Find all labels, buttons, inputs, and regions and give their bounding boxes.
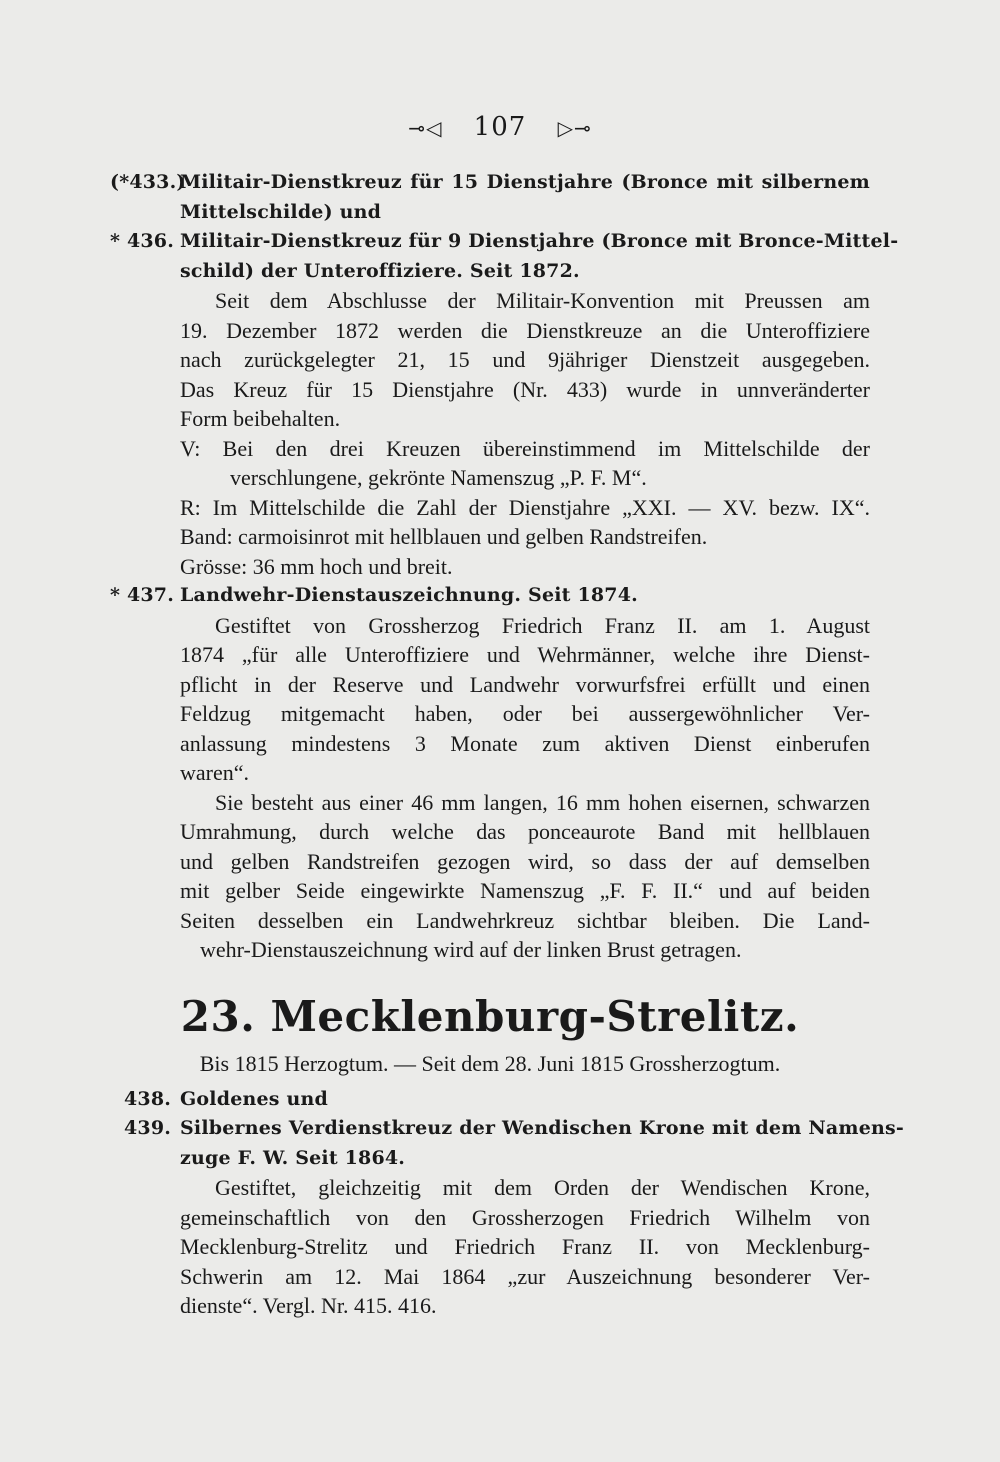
entry-title: Militair-Dienstkreuz für 9 Dienstjahre (Bronce mit Bronce-Mittel- [180,230,899,252]
paragraph-line [110,404,870,434]
page-body [110,168,904,1321]
page-number: 107 [473,112,527,142]
entry-number: * 437. [110,584,175,606]
entry-title: Landwehr-Dienstauszeichnung. Seit 1874. [180,584,638,606]
entry-title-line [110,1114,904,1144]
text: Seit dem Abschlusse der Militair-Konvention mit Preussen am [215,288,870,313]
entry-title-line [110,257,870,287]
text: Band: carmoisinrot mit hellblauen und gelben Randstreifen. [180,524,708,549]
text: Gestiftet von Grossherzog Friedrich Franz II. am 1. August [215,612,870,638]
paragraph-line [110,345,870,375]
entry-433 [110,168,870,227]
paragraph-line [110,1173,870,1203]
paragraph-line [110,817,870,847]
entry-number: * 436. [110,230,175,252]
text: Feldzug mitgemacht haben, oder bei aussergewöhnlicher Ver- [180,701,870,726]
entry-436 [110,227,899,581]
entry-439 [110,1114,904,1321]
paragraph-line [110,1291,870,1321]
paragraph-line [110,640,870,670]
paragraph-line [110,788,870,818]
text: gemeinschaftlich von den Grossherzogen Friedrich Wilhelm von [180,1204,870,1230]
paragraph-line [110,876,870,906]
ornament-left-icon: ⊸◁ [408,116,443,140]
text: V: Bei den drei Kreuzen übereinstimmend im Mittelschilde der [180,435,870,461]
entry-title: schild) der Unteroffiziere. Seit 1872. [180,259,580,282]
text: Seiten desselben ein Landwehrkreuz sichtbar bleiben. Die Land- [180,907,870,933]
text: anlassung mindestens 3 Monate zum aktiven Dienst einberufen [180,730,870,756]
paragraph-line [110,316,870,346]
paragraph-line [110,1203,870,1233]
reverse-line [110,493,870,523]
paragraph-line [110,699,870,729]
paragraph-line [110,906,870,936]
paragraph-line [110,670,870,700]
text: pflicht in der Reserve und Landwehr vorwurfsfrei erfüllt und einen [180,671,870,697]
text: dienste“. Vergl. Nr. 415. 416. [180,1293,437,1318]
text: Das Kreuz für 15 Dienstjahre (Nr. 433) wurde in unnveränderter [180,376,870,402]
section-title: 23. Mecklenburg-Strelitz. [180,991,800,1041]
ornament-right-icon: ▷⊸ [557,116,592,140]
text: Gestiftet, gleichzeitig mit dem Orden der Wendischen Krone, [215,1175,870,1200]
entry-title: Goldenes und [180,1087,329,1110]
obverse-line [110,463,870,493]
paragraph-line [110,286,870,316]
entry-title-line [110,168,870,198]
paragraph-line [110,611,870,641]
paragraph-line [110,729,870,759]
paragraph-line [110,758,870,788]
entry-title: zuge F. W. Seit 1864. [180,1146,406,1169]
text: Umrahmung, durch welche das ponceaurote Band mit hellblauen [180,819,870,844]
entry-title-line [110,1144,870,1174]
text: verschlungene, gekrönte Namenszug „P. F. M“. [230,465,647,490]
page-header [0,112,1000,142]
entry-number: 438. [124,1087,172,1110]
entry-number: 439. [124,1117,172,1139]
entry-number: (*433.) [110,171,186,193]
text: mit gelber Seide eingewirkte Namenszug „F. F. II.“ und auf beiden [180,878,870,903]
obverse-line [110,434,870,464]
text: nach zurückgelegter 21, 15 und 9jähriger Dienstzeit ausgegeben. [180,347,870,372]
entry-title-line [110,1085,870,1115]
text: Schwerin am 12. Mai 1864 „zur Auszeichnung besonderer Ver- [180,1263,870,1289]
entry-title: Silbernes Verdienstkreuz der Wendischen Krone mit dem Namens- [180,1117,904,1139]
text: und gelben Randstreifen gezogen wird, so dass der auf demselben [180,848,870,874]
entry-title-line [110,198,870,228]
band-line [110,522,870,552]
text: Sie besteht aus einer 46 mm langen, 16 mm hohen eisernen, schwarzen [215,789,870,815]
text: wehr-Dienstauszeichnung wird auf der linken Brust getragen. [200,937,742,962]
text: 1874 „für alle Unteroffiziere und Wehrmänner, welche ihre Dienst- [180,642,870,667]
text: waren“. [180,760,250,785]
section-subtitle: Bis 1815 Herzogtum. — Seit dem 28. Juni 1815 Grossherzogtum. [199,1050,781,1076]
paragraph-line [110,847,870,877]
entry-437 [110,581,870,965]
entry-438 [110,1085,870,1115]
entry-title-line [110,227,899,257]
entry-title-line [110,581,870,611]
paragraph-line [110,935,870,965]
entry-title: Mittelschilde) und [180,200,382,223]
text: Mecklenburg-Strelitz und Friedrich Franz II. von Mecklenburg- [180,1234,870,1259]
text: 19. Dezember 1872 werden die Dienstkreuze an die Unteroffiziere [180,317,870,343]
text: Grösse: 36 mm hoch und breit. [180,553,453,579]
text: Form beibehalten. [180,406,341,431]
paragraph-line [110,1232,870,1262]
paragraph-line [110,375,870,405]
size-line [110,552,870,582]
entry-title: Militair-Dienstkreuz für 15 Dienstjahre (Bronce mit silbernem [180,171,870,193]
text: R: Im Mittelschilde die Zahl der Dienstjahre „XXI. — XV. bezw. IX“. [180,494,870,520]
paragraph-line [110,1262,870,1292]
